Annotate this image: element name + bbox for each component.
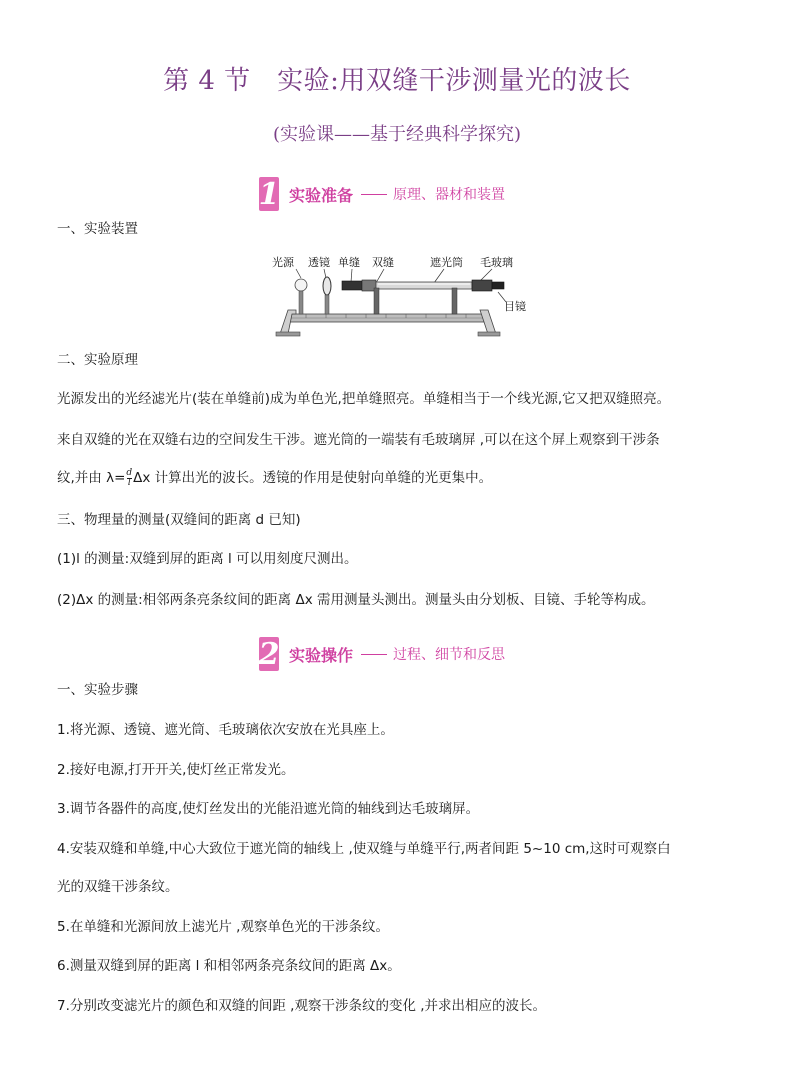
step-4-line-1: 4.安装双缝和单缝,中心大致位于遮光筒的轴线上 ,使双缝与单缝平行,两者间距 5~10 cm,这时可观察白 bbox=[57, 841, 671, 857]
label-tube: 遮光筒 bbox=[430, 256, 463, 269]
page-title: 第 4 节 实验:用双缝干涉测量光的波长 bbox=[163, 66, 631, 96]
measurement-l: (1)l 的测量:双缝到屏的距离 l 可以用刻度尺测出。 bbox=[57, 551, 358, 567]
light-source-bulb bbox=[295, 279, 307, 314]
formula-fraction bbox=[126, 469, 132, 488]
heading-principle: 二、实验原理 bbox=[57, 352, 138, 368]
step-3: 3.调节各器件的高度,使灯丝发出的光能沿遮光筒的轴线到达毛玻璃屏。 bbox=[57, 801, 480, 817]
heading-measurement: 三、物理量的测量(双缝间的距离 d 已知) bbox=[57, 512, 301, 528]
optical-bench bbox=[276, 310, 500, 336]
fraction-numerator: d bbox=[126, 467, 133, 478]
label-double-slit: 双缝 bbox=[372, 256, 394, 269]
step-1: 1.将光源、透镜、遮光筒、毛玻璃依次安放在光具座上。 bbox=[57, 722, 394, 738]
lens-element bbox=[323, 277, 331, 314]
step-4-line-2: 光的双缝干涉条纹。 bbox=[57, 879, 179, 895]
section-dash bbox=[361, 654, 387, 655]
section-number-badge: 2 bbox=[258, 636, 280, 672]
section-dash bbox=[361, 194, 387, 195]
section-header-2 bbox=[259, 636, 505, 672]
step-6: 6.测量双缝到屏的距离 l 和相邻两条亮条纹间的距离 Δx。 bbox=[57, 958, 401, 974]
principle-line-1: 光源发出的光经滤光片(装在单缝前)成为单色光,把单缝照亮。单缝相当于一个线光源,它又把双缝照亮。 bbox=[57, 391, 671, 407]
section-subtitle: 过程、细节和反思 bbox=[393, 647, 506, 663]
section-title: 实验操作 bbox=[289, 645, 354, 665]
section-number-badge: 1 bbox=[258, 176, 280, 212]
apparatus-diagram bbox=[266, 250, 536, 340]
principle-line-3-end: Δx 计算出光的波长。透镜的作用是使射向单缝的光更集中。 bbox=[133, 470, 493, 486]
label-screen: 毛玻璃 bbox=[480, 256, 513, 269]
heading-steps: 一、实验步骤 bbox=[57, 682, 138, 698]
page-subtitle: (实验课——基于经典科学探究) bbox=[272, 124, 522, 145]
fraction-denominator: l bbox=[127, 477, 131, 488]
step-7: 7.分别改变滤光片的颜色和双缝的间距 ,观察干涉条纹的变化 ,并求出相应的波长。 bbox=[57, 998, 547, 1014]
step-5: 5.在单缝和光源间放上滤光片 ,观察单色光的干涉条纹。 bbox=[57, 919, 389, 935]
section-subtitle: 原理、器材和装置 bbox=[393, 187, 506, 203]
principle-line-3 bbox=[57, 468, 492, 488]
label-lens: 透镜 bbox=[308, 256, 330, 269]
principle-line-3-start: 纹,并由 λ= bbox=[57, 470, 126, 486]
measurement-delta-x: (2)Δx 的测量:相邻两条亮条纹间的距离 Δx 需用测量头测出。测量头由分划板、目镜、手轮等构成。 bbox=[57, 592, 655, 608]
tube-assembly bbox=[342, 280, 504, 314]
heading-apparatus: 一、实验装置 bbox=[57, 221, 138, 237]
principle-line-2: 来自双缝的光在双缝右边的空间发生干涉。遮光筒的一端装有毛玻璃屏 ,可以在这个屏上观察到干涉条 bbox=[57, 432, 660, 448]
section-title: 实验准备 bbox=[289, 185, 354, 205]
section-header-1 bbox=[259, 176, 505, 212]
label-light-source: 光源 bbox=[272, 256, 294, 269]
step-2: 2.接好电源,打开开关,使灯丝正常发光。 bbox=[57, 762, 295, 778]
label-single-slit: 单缝 bbox=[338, 256, 360, 269]
label-eyepiece: 目镜 bbox=[504, 300, 526, 313]
